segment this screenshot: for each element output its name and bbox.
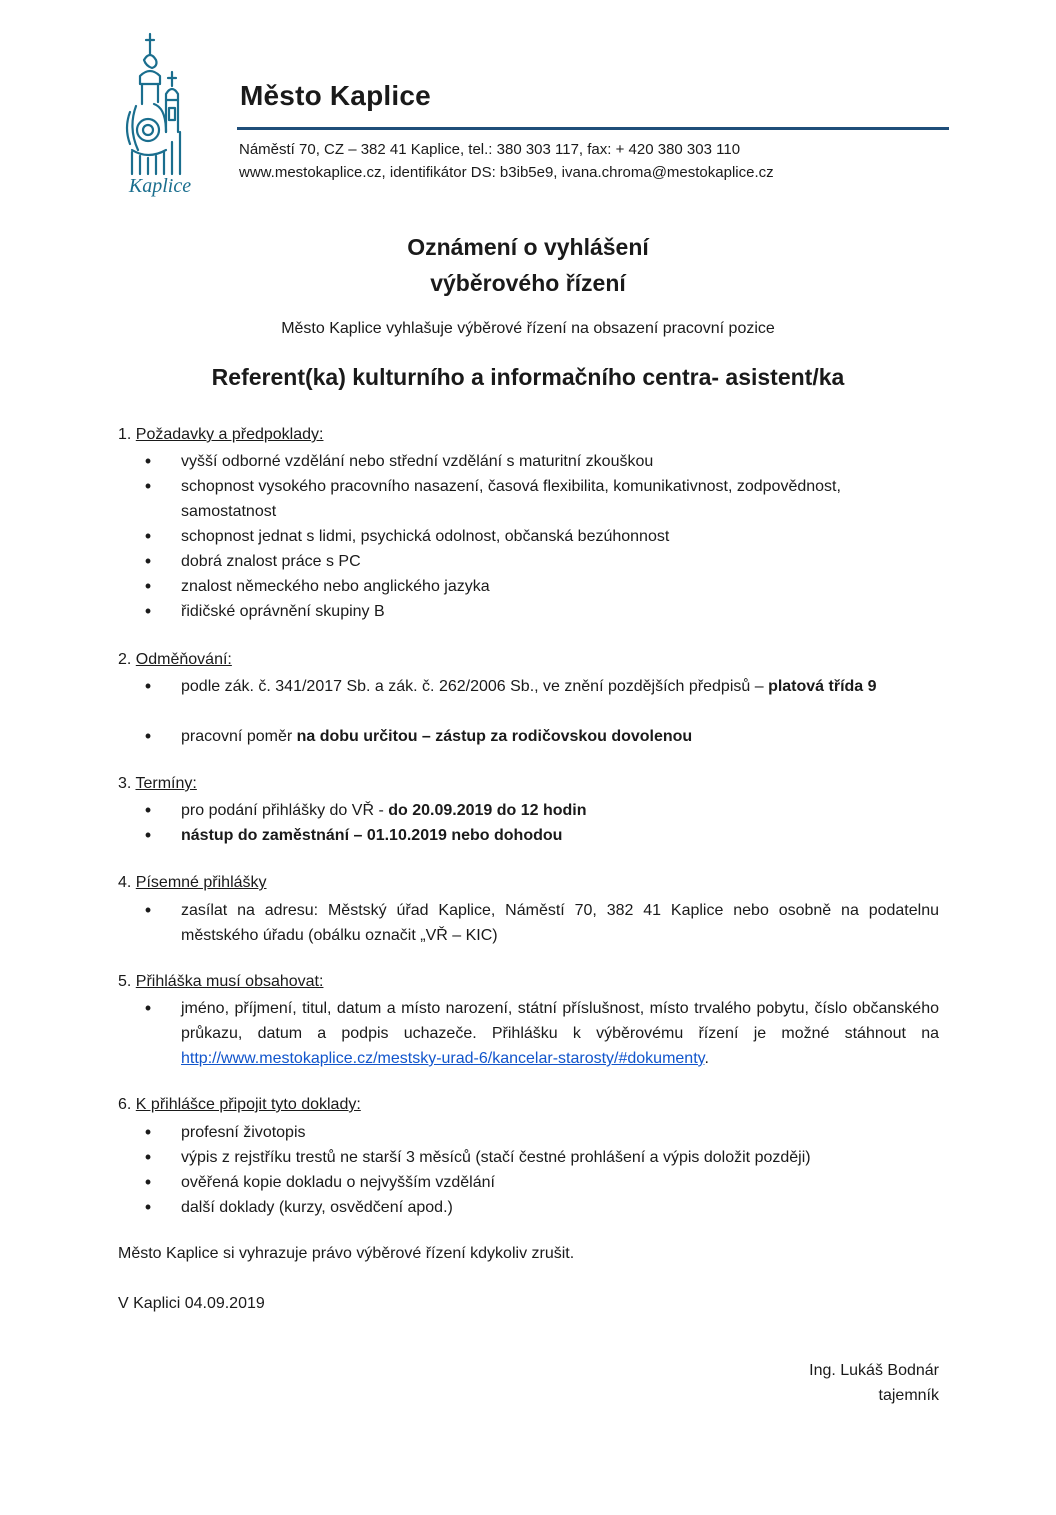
list-item: zasílat na adresu: Městský úřad Kaplice, Náměstí 70, 382 41 Kaplice nebo osobně na podatelnu městského úřadu (obálku označit „VŘ – KIC)	[181, 902, 939, 944]
section-5-title: Přihláška musí obsahovat:	[135, 973, 324, 990]
contact-line: www.mestokaplice.cz, identifikátor DS: b3ib5e9, ivana.chroma@mestokaplice.cz	[239, 164, 774, 181]
list-item: ověřená kopie dokladu o nejvyšším vzdělání	[181, 1174, 495, 1191]
church-logo-icon	[110, 32, 210, 202]
position-title: Referent(ka) kulturního a informačního centra- asistent/ka	[211, 364, 845, 390]
bullet-icon: •	[144, 601, 152, 621]
list-item: znalost německého nebo anglického jazyka	[181, 578, 490, 595]
intro-text: Město Kaplice vyhlašuje výběrové řízení na obsazení pracovní pozice	[281, 320, 775, 337]
list-item: schopnost vysokého pracovního nasazení, časová flexibilita, komunikativnost, zodpovědnost, samostatnost	[181, 478, 841, 520]
bullet-icon: •	[144, 551, 152, 571]
doc-title-line1: Oznámení o vyhlášení	[407, 234, 649, 260]
list-item: pro podání přihlášky do VŘ - do 20.09.2019 do 12 hodin	[181, 802, 587, 819]
bullet-icon: •	[144, 1172, 152, 1192]
list-item: vyšší odborné vzdělání nebo střední vzdělání s maturitní zkouškou	[181, 453, 654, 470]
logo-text: Kaplice	[128, 175, 192, 197]
signatory-name: Ing. Lukáš Bodnár	[809, 1362, 939, 1379]
bullet-icon: •	[144, 1122, 152, 1142]
salary-grade: platová třída 9	[768, 678, 877, 695]
bullet-icon: •	[144, 476, 152, 496]
city-name: Město Kaplice	[240, 80, 431, 111]
closing-statement: Město Kaplice si vyhrazuje právo výběrové řízení kdykoliv zrušit.	[118, 1245, 575, 1262]
address-line: Náměstí 70, CZ – 382 41 Kaplice, tel.: 380 303 117, fax: + 420 380 303 110	[239, 141, 741, 158]
list-item: řidičské oprávnění skupiny B	[181, 603, 385, 620]
documents-link[interactable]: http://www.mestokaplice.cz/mestsky-urad-6/kancelar-starosty/#dokumenty	[181, 1050, 705, 1067]
list-item: další doklady (kurzy, osvědčení apod.)	[181, 1199, 453, 1216]
bullet-icon: •	[144, 451, 152, 471]
section-2-heading: 2. Odměňování:	[118, 651, 232, 668]
section-2-title: Odměňování:	[135, 651, 232, 668]
signatory-role: tajemník	[878, 1387, 939, 1404]
list-item: profesní životopis	[181, 1124, 306, 1141]
list-item: výpis z rejstříku trestů ne starší 3 měsíců (stačí čestné prohlášení a výpis doložit později)	[181, 1149, 811, 1166]
doc-title-line2: výběrového řízení	[430, 270, 626, 296]
section-6-heading: 6. K přihlášce připojit tyto doklady:	[118, 1096, 361, 1113]
bullet-icon: •	[144, 998, 152, 1018]
deadline: do 20.09.2019 do 12 hodin	[388, 802, 587, 819]
bullet-icon: •	[144, 576, 152, 596]
section-4-heading: 4. Písemné přihlášky	[118, 874, 267, 891]
list-item: pracovní poměr na dobu určitou – zástup za rodičovskou dovolenou	[181, 728, 693, 745]
section-3-heading: 3. Termíny:	[118, 775, 197, 792]
bullet-icon: •	[144, 900, 152, 920]
list-item: dobrá znalost práce s PC	[181, 553, 361, 570]
signature-block	[809, 1358, 939, 1408]
bullet-icon: •	[144, 526, 152, 546]
start-date: nástup do zaměstnání – 01.10.2019 nebo dohodou	[181, 827, 563, 844]
list-item: jméno, příjmení, titul, datum a místo narození, státní příslušnost, místo trvalého pobytu, číslo občanského průkazu, datum a podpis uchazeče. Přihlášku k výběrovému řízení je možné stáhnout na http://www.mestokaplice.cz/mestsky-urad-6/kancelar-starosty/#dokumenty.	[181, 1000, 939, 1067]
list-item	[181, 823, 939, 848]
section-1-heading: 1. Požadavky a předpoklady:	[118, 426, 324, 443]
section-1-title: Požadavky a předpoklady:	[135, 426, 324, 443]
section-4-title: Písemné přihlášky	[135, 874, 267, 891]
section-3-title: Termíny:	[135, 775, 197, 792]
bullet-icon: •	[144, 825, 152, 845]
bullet-icon: •	[144, 1147, 152, 1167]
city-logo	[110, 32, 210, 202]
bullet-icon: •	[144, 726, 152, 746]
employment-type: na dobu určitou – zástup za rodičovskou dovolenou	[296, 728, 693, 745]
list-item: podle zák. č. 341/2017 Sb. a zák. č. 262/2006 Sb., ve znění pozdějších předpisů – platová třída 9	[181, 678, 877, 695]
bullet-icon: •	[144, 676, 152, 696]
place-date: V Kaplici 04.09.2019	[118, 1295, 265, 1312]
bullet-icon: •	[144, 800, 152, 820]
bullet-icon: •	[144, 1197, 152, 1217]
header-divider	[237, 127, 949, 130]
list-item: schopnost jednat s lidmi, psychická odolnost, občanská bezúhonnost	[181, 528, 670, 545]
section-6-title: K přihlášce připojit tyto doklady:	[135, 1096, 361, 1113]
section-5-heading: 5. Přihláška musí obsahovat:	[118, 973, 324, 990]
